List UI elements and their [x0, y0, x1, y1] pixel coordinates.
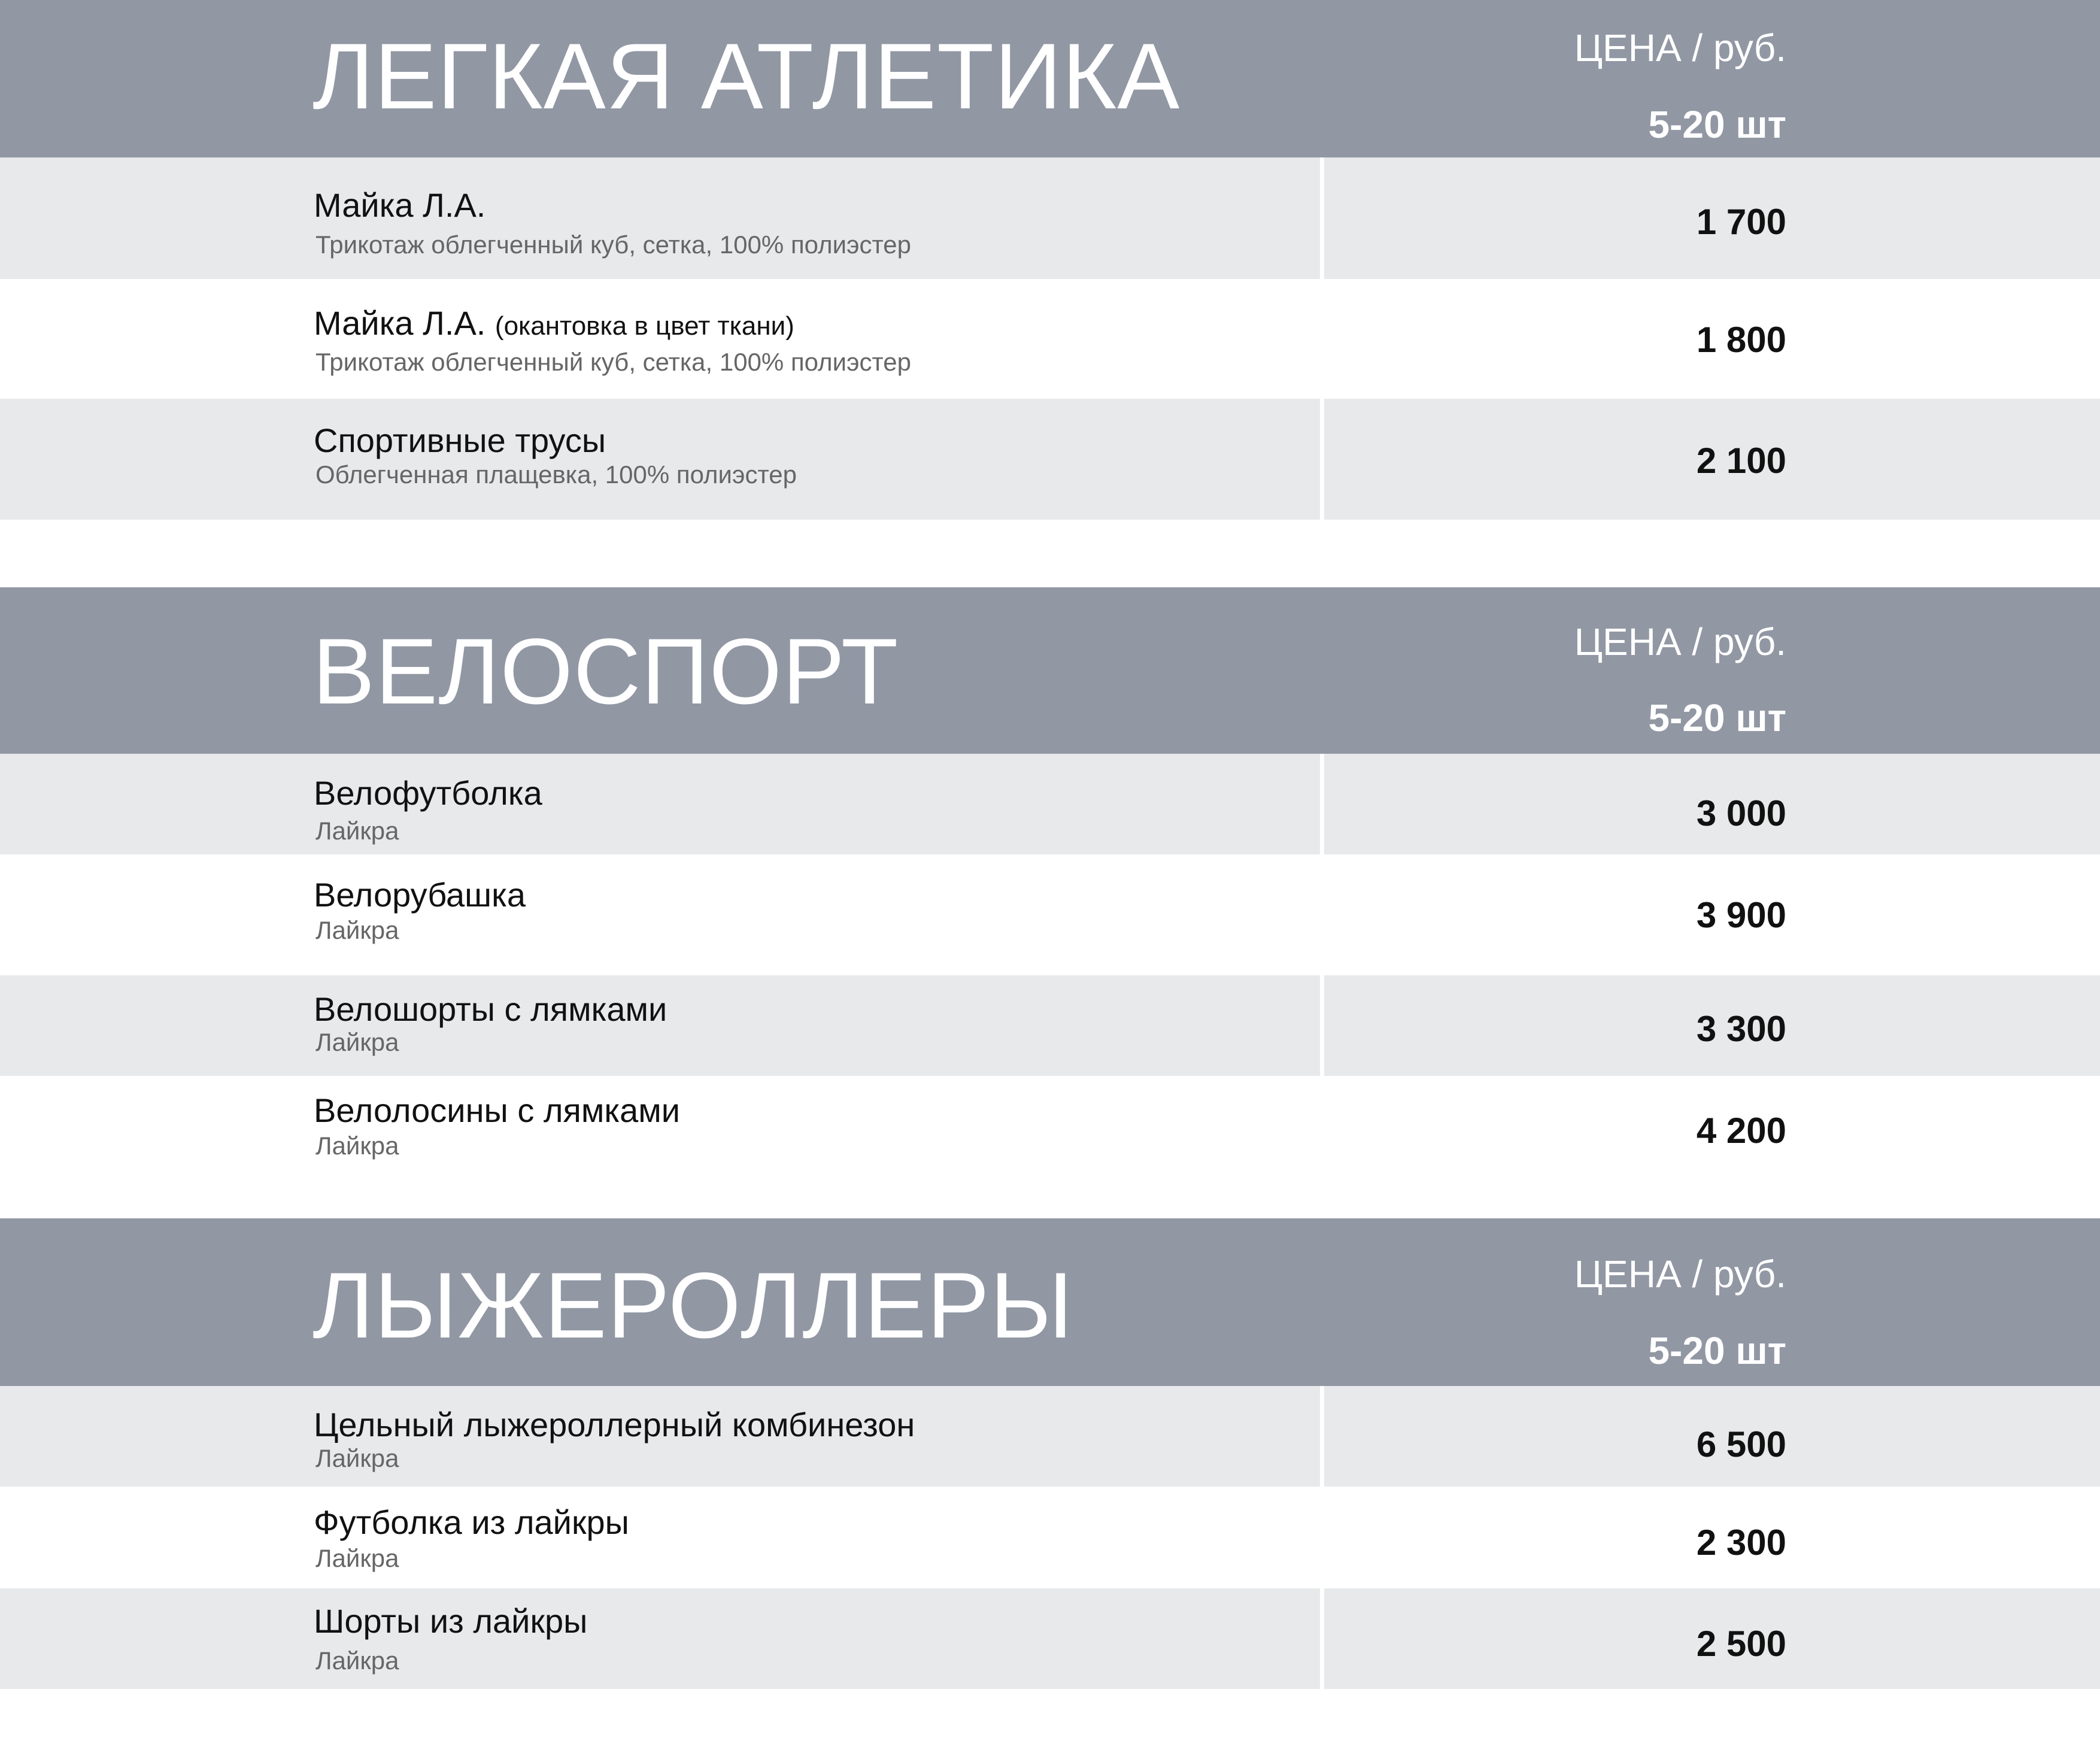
item-name — [314, 421, 606, 459]
item-name-text: Майка Л.А. — [314, 304, 495, 342]
item-description: Лайкра — [315, 1132, 399, 1160]
quantity-column-label: 5-20 шт — [1648, 103, 1786, 146]
price-column-label: ЦЕНА / руб. — [1574, 1252, 1786, 1296]
item-description: Лайкра — [315, 1544, 399, 1572]
price-row — [0, 1588, 2100, 1689]
price-row — [0, 975, 2100, 1076]
column-divider — [1320, 157, 1324, 279]
price-row — [0, 1076, 2100, 1184]
item-name-text: Велорубашка — [314, 876, 526, 914]
item-name-text: Футболка из лайкры — [314, 1503, 629, 1541]
item-name — [314, 1602, 588, 1640]
price-row — [0, 754, 2100, 854]
section-header — [0, 1218, 2100, 1386]
item-name-text: Спортивные трусы — [314, 421, 606, 459]
section-header — [0, 587, 2100, 754]
column-divider — [1320, 754, 1324, 854]
price-row — [0, 399, 2100, 520]
column-divider — [1320, 399, 1324, 520]
item-price: 2 100 — [1696, 441, 1786, 481]
item-price: 2 500 — [1696, 1624, 1786, 1664]
item-name — [314, 1408, 915, 1442]
column-divider — [1320, 975, 1324, 1076]
column-divider — [1320, 1588, 1324, 1689]
item-name-text: Цельный лыжероллерный комбинезон — [314, 1406, 915, 1443]
section-athletics — [0, 0, 2100, 521]
quantity-column-label: 5-20 шт — [1648, 696, 1786, 739]
section-roller-skiing — [0, 1218, 2100, 1691]
item-name-text: Велолосины с лямками — [314, 1091, 681, 1129]
item-name-text: Шорты из лайкры — [314, 1602, 588, 1640]
item-name — [314, 1503, 629, 1541]
item-name-text: Велошорты с лямками — [314, 990, 667, 1028]
price-row — [0, 157, 2100, 279]
section-title: ЛЫЖЕРОЛЛЕРЫ — [312, 1254, 1073, 1358]
item-description: Облегченная плащевка, 100% полиэстер — [315, 460, 797, 489]
item-name — [314, 774, 542, 812]
section-cycling — [0, 587, 2100, 1186]
item-price: 1 700 — [1696, 202, 1786, 242]
item-name — [314, 990, 667, 1028]
column-divider — [1320, 1386, 1324, 1487]
item-price: 3 000 — [1696, 793, 1786, 833]
price-row — [0, 1386, 2100, 1487]
item-price: 4 200 — [1696, 1111, 1786, 1151]
section-title: ЛЕГКАЯ АТЛЕТИКА — [312, 25, 1181, 129]
item-name — [314, 304, 794, 342]
item-description: Лайкра — [315, 1646, 399, 1675]
price-row — [0, 1487, 2100, 1588]
item-price: 6 500 — [1696, 1424, 1786, 1464]
item-price: 1 800 — [1696, 320, 1786, 360]
item-name-text: Велофутболка — [314, 774, 542, 812]
section-title: ВЕЛОСПОРТ — [312, 620, 899, 724]
item-description: Лайкра — [315, 1444, 399, 1472]
item-description: Лайкра — [315, 1028, 399, 1056]
price-column-label: ЦЕНА / руб. — [1574, 620, 1786, 663]
item-price: 3 900 — [1696, 895, 1786, 935]
price-row — [0, 279, 2100, 399]
price-column-label: ЦЕНА / руб. — [1574, 26, 1786, 69]
item-name — [314, 1091, 681, 1129]
item-name — [314, 186, 486, 224]
item-description: Трикотаж облегченный куб, сетка, 100% полиэстер — [315, 348, 911, 376]
item-price: 3 300 — [1696, 1009, 1786, 1049]
section-header — [0, 0, 2100, 157]
price-row — [0, 854, 2100, 975]
item-description: Лайкра — [315, 817, 399, 845]
item-description: Трикотаж облегченный куб, сетка, 100% полиэстер — [315, 231, 911, 259]
item-name-text: Майка Л.А. — [314, 186, 486, 224]
quantity-column-label: 5-20 шт — [1648, 1329, 1786, 1372]
item-name-note: (окантовка в цвет ткани) — [494, 311, 794, 341]
item-price: 2 300 — [1696, 1523, 1786, 1563]
item-name — [314, 878, 526, 912]
item-description: Лайкра — [315, 916, 399, 944]
